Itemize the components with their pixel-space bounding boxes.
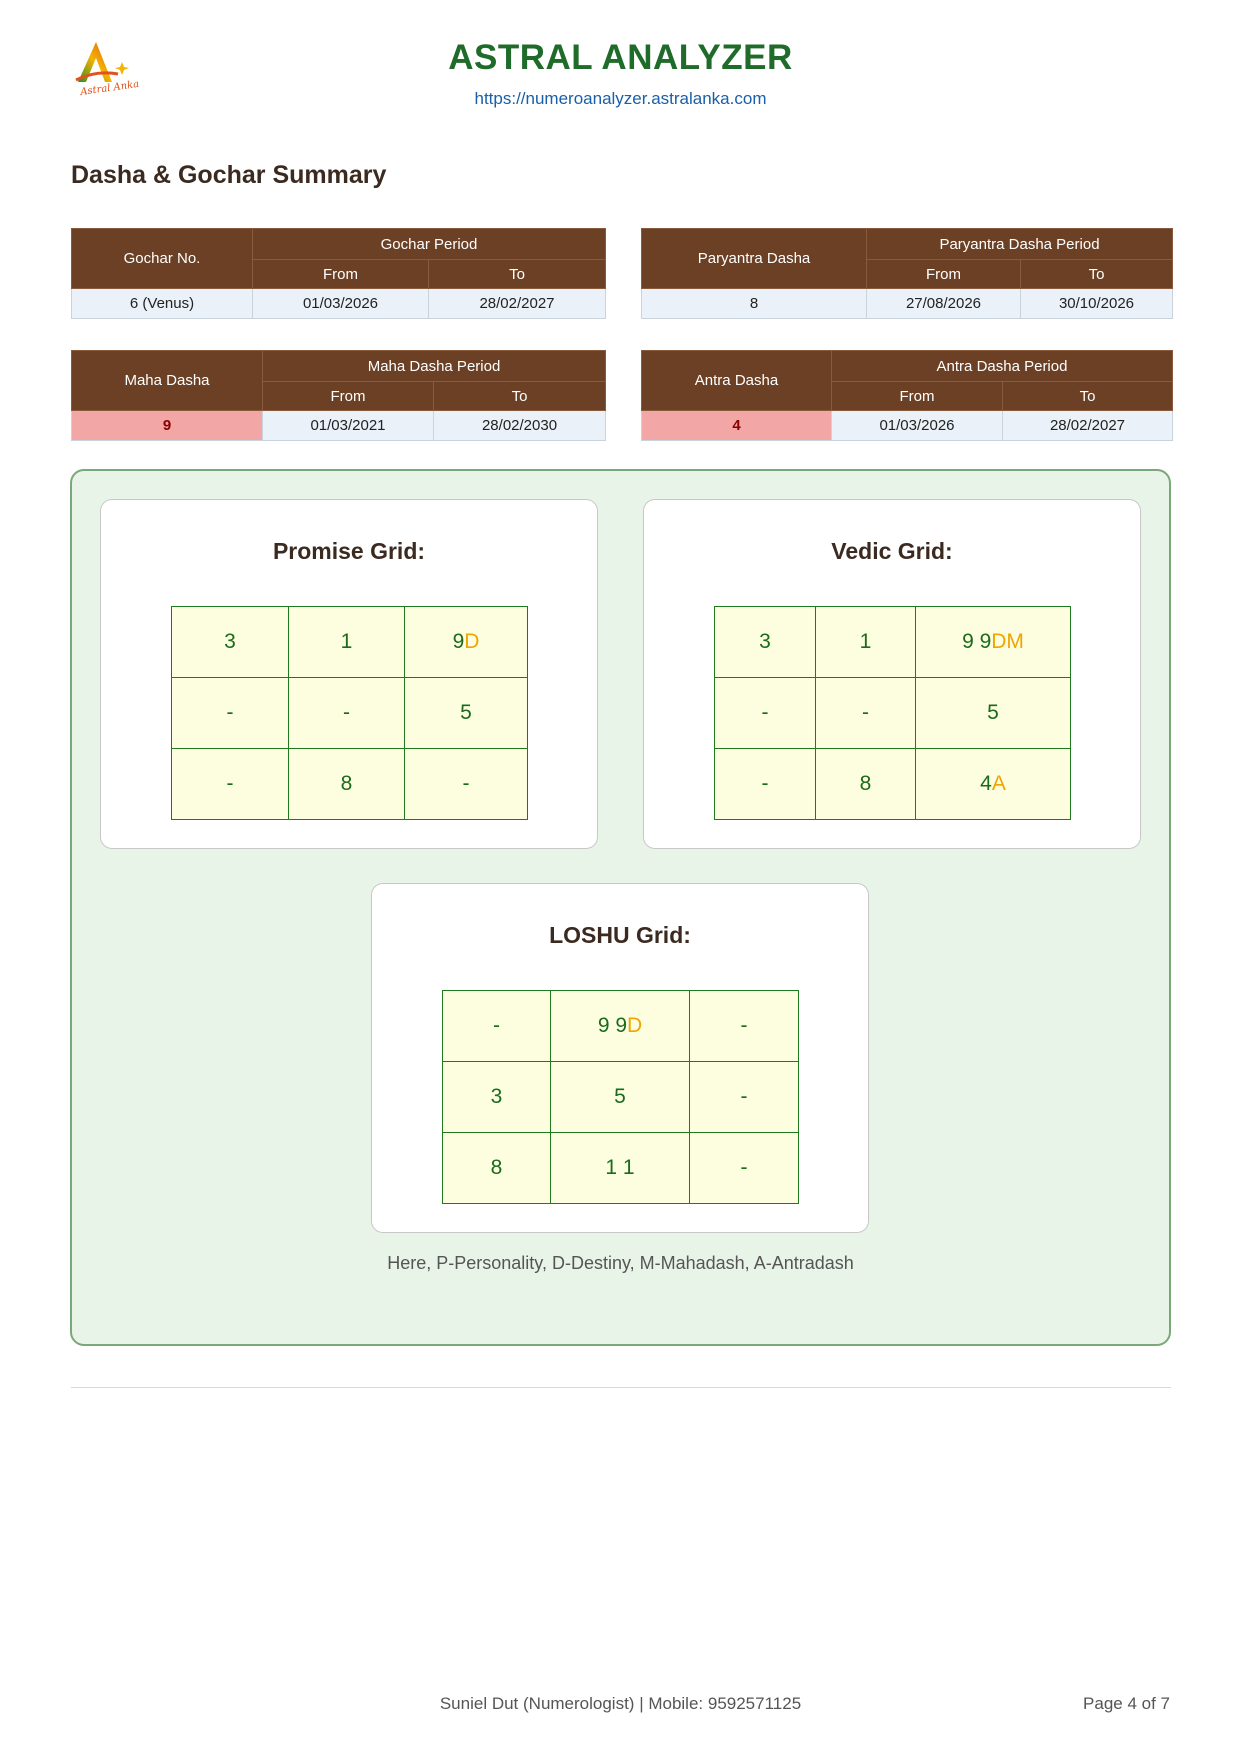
grid-cell-number: - [761,772,769,795]
grid-cell [405,678,528,749]
grid-row [443,1062,799,1133]
grid-cell-marker: D [464,630,480,653]
grid-cell-number: 1 1 [605,1156,635,1179]
grid-cell-marker: A [991,772,1006,795]
grid-cell-number: - [740,1085,748,1108]
paryantra-dasha-header: Paryantra Dasha [642,229,867,289]
footer-contact: Suniel Dut (Numerologist) | Mobile: 9592571125 [439,1694,802,1713]
grid-cell-number: - [862,701,869,724]
grid-cell-number: 8 [490,1156,503,1179]
grid-cell-number: 9 [452,630,465,653]
gochar-to-header: To [429,260,606,289]
vedic-grid [714,606,1071,820]
grid-row [172,607,528,678]
antra-from-header: From [832,382,1003,411]
grid-row [715,678,1071,749]
grid-cell [690,1062,799,1133]
gochar-period-header: Gochar Period [253,229,606,260]
grid-cell [816,749,916,820]
grid-cell [289,607,405,678]
grid-cell-number: 3 [759,630,771,653]
paryantra-to-value: 30/10/2026 [1021,289,1173,319]
antra-period-header: Antra Dasha Period [832,351,1173,382]
grid-cell [551,991,690,1062]
promise-grid [171,606,528,820]
table-row [72,411,606,441]
grid-cell-number: - [226,772,234,795]
grid-cell-number: 5 [460,701,472,724]
antra-to-value: 28/02/2027 [1003,411,1173,441]
grid-cell-number: 1 [859,630,872,653]
paryantra-table [641,228,1173,319]
maha-from-value: 01/03/2021 [263,411,434,441]
grid-cell-marker: D [627,1014,643,1037]
vedic-grid-card [643,499,1141,849]
grid-cell [816,607,916,678]
grid-legend: Here, P-Personality, D-Destiny, M-Mahadash, A-Antradash [387,1253,854,1273]
logo-text: Astral Anka [79,78,140,98]
grid-cell-number: 3 [224,630,236,653]
grid-cell [172,607,289,678]
grid-cell [816,678,916,749]
maha-to-value: 28/02/2030 [434,411,606,441]
loshu-grid [442,990,799,1204]
grid-cell-number: 9 9 [962,630,992,653]
maha-period-header: Maha Dasha Period [263,351,606,382]
site-url-link[interactable]: https://numeroanalyzer.astralanka.com [474,89,767,108]
grid-row [715,607,1071,678]
grid-cell [172,678,289,749]
grid-cell [172,749,289,820]
grid-cell-number: 3 [490,1085,503,1108]
grid-row [715,749,1071,820]
grid-cell [690,991,799,1062]
grid-cell [405,749,528,820]
gochar-from-header: From [253,260,429,289]
grid-cell-number: - [740,1156,748,1179]
promise-grid-card [100,499,598,849]
vedic-grid-title: Vedic Grid: [831,538,953,564]
grid-cell-number: - [761,701,769,724]
grid-cell-number: - [343,701,350,724]
grid-row [172,749,528,820]
grid-row [172,678,528,749]
section-title: Dasha & Gochar Summary [71,161,387,189]
grid-cell-number: 8 [340,772,353,795]
loshu-grid-card [371,883,869,1233]
grid-cell [443,1062,551,1133]
gochar-no-value: 6 (Venus) [72,289,253,319]
grid-row [443,991,799,1062]
grid-cell [690,1133,799,1204]
grid-cell [715,749,816,820]
grid-cell-number: 4 [980,772,992,795]
maha-from-header: From [263,382,434,411]
grid-cell-number: - [493,1014,500,1037]
gochar-from-value: 01/03/2026 [253,289,429,319]
gochar-table [71,228,606,319]
table-row [642,411,1173,441]
grid-cell [715,607,816,678]
antra-dasha-table [641,350,1173,441]
page-number: Page 4 of 7 [1083,1694,1170,1713]
grid-cell [715,678,816,749]
grid-cell-marker: DM [991,630,1024,653]
paryantra-to-header: To [1021,260,1173,289]
paryantra-value: 8 [642,289,867,319]
maha-dasha-table [71,350,606,441]
grid-cell [916,749,1071,820]
grid-cell-number: 5 [987,701,999,724]
antra-dasha-header: Antra Dasha [642,351,832,411]
promise-grid-title: Promise Grid: [272,538,426,564]
table-row [72,289,606,319]
grid-cell [916,678,1071,749]
grid-cell [405,607,528,678]
grid-cell-number: 8 [859,772,872,795]
antra-dasha-value: 4 [642,411,832,441]
grid-cell [443,991,551,1062]
paryantra-from-value: 27/08/2026 [867,289,1021,319]
grid-cell [289,749,405,820]
grid-cell-number: - [462,772,470,795]
maha-dasha-value: 9 [72,411,263,441]
paryantra-period-header: Paryantra Dasha Period [867,229,1173,260]
grid-cell-number: - [226,701,234,724]
grid-cell-number: 5 [614,1085,626,1108]
grid-cell [551,1133,690,1204]
grid-cell-number: - [740,1014,748,1037]
grid-cell-number: 1 [340,630,353,653]
maha-dasha-header: Maha Dasha [72,351,263,411]
table-row [642,289,1173,319]
paryantra-from-header: From [867,260,1021,289]
grid-cell [443,1133,551,1204]
antra-from-value: 01/03/2026 [832,411,1003,441]
site-title: ASTRAL ANALYZER [448,38,793,77]
antra-to-header: To [1003,382,1173,411]
gochar-no-header: Gochar No. [72,229,253,289]
grid-row [443,1133,799,1204]
loshu-grid-title: LOSHU Grid: [549,922,691,948]
maha-to-header: To [434,382,606,411]
divider [71,1387,1171,1388]
grid-cell [916,607,1071,678]
grid-cell [289,678,405,749]
grid-cell [551,1062,690,1133]
grid-cell-number: 9 9 [597,1014,628,1037]
gochar-to-value: 28/02/2027 [429,289,606,319]
